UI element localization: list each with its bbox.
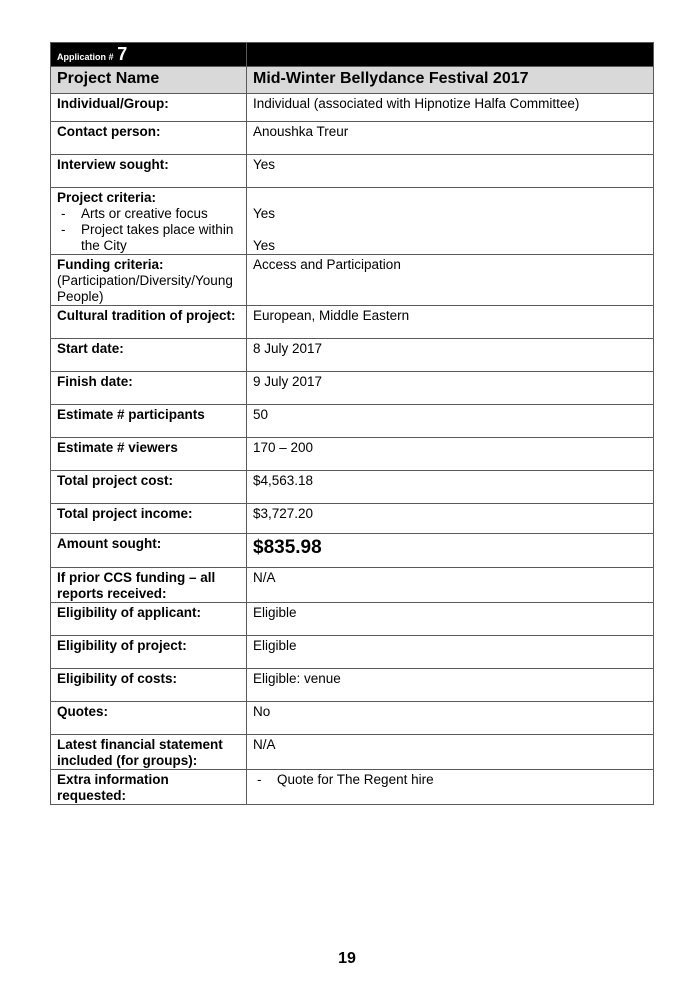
quotes-row [51,702,654,735]
cultural-tradition-row [51,306,654,339]
eligibility-costs-row [51,669,654,702]
viewers-label: Estimate # viewers [51,438,247,471]
individual-group-label: Individual/Group: [51,94,247,122]
extra-info-item: - Quote for The Regent hire [253,772,647,788]
viewers-row [51,438,654,471]
participants-value: 50 [247,405,654,438]
cultural-tradition-value: European, Middle Eastern [247,306,654,339]
project-criteria-label: Project criteria: [57,190,157,205]
application-table [50,42,654,805]
application-label: Application # [57,52,114,62]
prior-funding-label: If prior CCS funding – all reports received: [51,568,247,603]
eligibility-project-row [51,636,654,669]
project-criteria-item: - Arts or creative focus [57,206,240,222]
extra-info-label: Extra information requested: [51,770,247,805]
start-date-label: Start date: [51,339,247,372]
amount-sought-value-cell [247,534,654,568]
financial-statement-row [51,735,654,770]
finish-date-row [51,372,654,405]
total-income-label: Total project income: [51,504,247,534]
participants-label: Estimate # participants [51,405,247,438]
funding-criteria-row [51,255,654,306]
project-criteria-value: Yes [253,238,276,253]
application-number-cell [51,43,247,67]
project-criteria-value: Yes [253,206,276,221]
extra-info-value-cell [247,770,654,805]
eligibility-applicant-label: Eligibility of applicant: [51,603,247,636]
total-income-row [51,504,654,534]
amount-sought-value: $835.98 [253,537,322,558]
page-number: 19 [338,950,356,967]
interview-sought-row [51,155,654,188]
extra-info-row [51,770,654,805]
individual-group-value: Individual (associated with Hipnotize Halfa Committee) [247,94,654,122]
interview-sought-label: Interview sought: [51,155,247,188]
eligibility-costs-value: Eligible: venue [247,669,654,702]
participants-row [51,405,654,438]
project-criteria-list [57,206,240,254]
eligibility-applicant-row [51,603,654,636]
start-date-value: 8 July 2017 [247,339,654,372]
contact-person-label: Contact person: [51,122,247,155]
amount-sought-label: Amount sought: [51,534,247,568]
total-cost-row [51,471,654,504]
project-name-label: Project Name [51,67,247,94]
finish-date-value: 9 July 2017 [247,372,654,405]
viewers-value: 170 – 200 [247,438,654,471]
project-criteria-values [247,188,654,255]
eligibility-project-value: Eligible [247,636,654,669]
total-cost-label: Total project cost: [51,471,247,504]
funding-criteria-value: Access and Participation [247,255,654,306]
contact-person-row [51,122,654,155]
amount-sought-row [51,534,654,568]
total-income-value: $3,727.20 [247,504,654,534]
project-criteria-item: - Project takes place within the City [57,222,240,254]
eligibility-applicant-value: Eligible [247,603,654,636]
financial-statement-value: N/A [247,735,654,770]
prior-funding-value: N/A [247,568,654,603]
quotes-label: Quotes: [51,702,247,735]
funding-criteria-label-cell [51,255,247,306]
project-criteria-label-cell [51,188,247,255]
project-name-row [51,67,654,94]
application-header-blank [247,43,654,67]
financial-statement-label: Latest financial statement included (for groups): [51,735,247,770]
cultural-tradition-label: Cultural tradition of project: [51,306,247,339]
start-date-row [51,339,654,372]
finish-date-label: Finish date: [51,372,247,405]
contact-person-value: Anoushka Treur [247,122,654,155]
eligibility-project-label: Eligibility of project: [51,636,247,669]
prior-funding-row [51,568,654,603]
application-number: 7 [117,44,128,64]
total-cost-value: $4,563.18 [247,471,654,504]
project-name-value: Mid-Winter Bellydance Festival 2017 [247,67,654,94]
eligibility-costs-label: Eligibility of costs: [51,669,247,702]
individual-group-row [51,94,654,122]
project-criteria-row [51,188,654,255]
interview-sought-value: Yes [247,155,654,188]
funding-criteria-label: Funding criteria: [57,257,164,272]
funding-criteria-sublabel: (Participation/Diversity/Young People) [57,273,233,304]
quotes-value: No [247,702,654,735]
application-header-row [51,43,654,67]
